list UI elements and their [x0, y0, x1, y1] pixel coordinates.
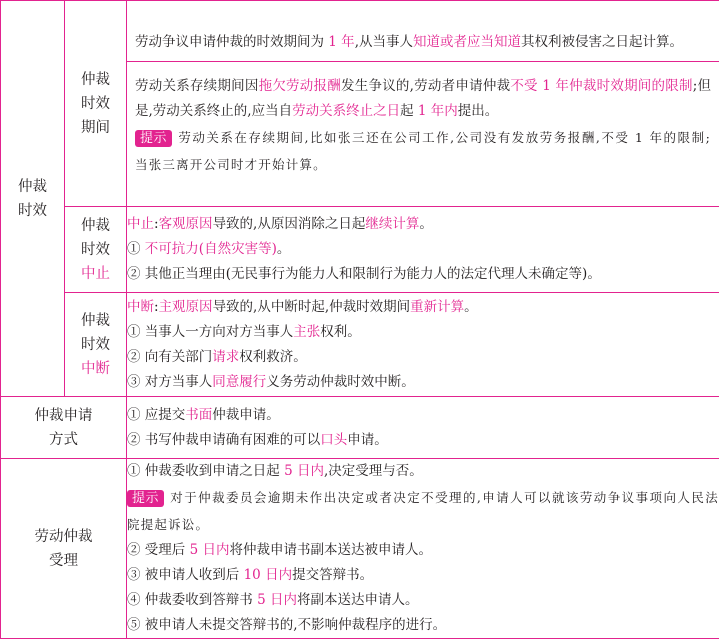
highlight-text: 中止 [127, 216, 154, 232]
text-segment: ,从当事人 [354, 34, 413, 50]
accept-tip [127, 484, 719, 538]
highlight-text: 5 日内 [189, 542, 230, 558]
text-segment: 导致的,从原因消除之日起 [212, 216, 366, 232]
period-tip [135, 124, 711, 178]
sub-label-line: 时效 [81, 241, 110, 258]
highlight-text: 5 日内 [257, 592, 297, 608]
text-segment: ③ 被申请人收到后 [127, 567, 244, 583]
method-line [127, 403, 719, 428]
period-p2 [127, 62, 719, 182]
text-segment: 起 [400, 103, 418, 119]
period-p2-text [135, 74, 711, 124]
highlight-text: 请求 [212, 348, 240, 365]
text-segment: ① [127, 241, 145, 257]
tip-badge: 提示 [127, 490, 164, 507]
text-segment: 义务劳动仲裁时效中断。 [266, 373, 415, 390]
suspend-line [127, 237, 719, 262]
sub-label-interrupt [65, 293, 127, 397]
sub-label-period [65, 1, 127, 207]
text-segment: 。 [276, 241, 291, 257]
tip-badge: 提示 [135, 130, 172, 147]
method-label-line: 仲裁申请 [34, 407, 93, 424]
interrupt-line [127, 370, 719, 395]
suspend-line [127, 262, 719, 287]
accept-line [127, 563, 719, 588]
sub-label-line: 仲裁 [81, 71, 110, 88]
highlight-text: 5 日内 [284, 463, 324, 479]
period-p1-text [135, 34, 683, 50]
highlight-text: 10 日内 [243, 567, 293, 583]
accept-label-line: 受理 [49, 552, 78, 569]
tip-text: 对于仲裁委员会逾期未作出决定或者决定不受理的,申请人可以就该劳动争议事项向人民法院提起诉讼。 [127, 490, 719, 532]
text-segment: ;但是,劳动关系终止的,应当自 [135, 78, 712, 119]
text-segment: 发生争议的,劳动者申请仲裁 [341, 78, 511, 94]
text-segment: : [154, 216, 159, 232]
period-content [127, 1, 719, 207]
highlight-text: 主张 [293, 323, 321, 340]
accept-line [127, 613, 719, 638]
label-method [1, 397, 127, 459]
sub-label-suspend [65, 207, 127, 293]
tip-text: 劳动关系在存续期间,比如张三还在公司工作,公司没有发放劳务报酬,不受 1 年的限制;当张三离开公司时才开始计算。 [135, 130, 711, 172]
text-segment: 劳动争议申请仲裁的时效期间为 [135, 34, 329, 50]
group-label-time-limit [1, 1, 65, 397]
highlight-text: 主观原因 [158, 298, 213, 315]
text-segment: 提交答辩书。 [292, 567, 374, 583]
highlight-text: 口头 [320, 431, 348, 448]
highlight-text: 不可抗力(自然灾害等) [144, 241, 277, 257]
row-interrupt [1, 293, 719, 397]
label-accept [1, 459, 127, 639]
accept-line [127, 588, 719, 613]
highlight-text: 中断 [127, 298, 154, 315]
accept-line [127, 538, 719, 563]
text-segment: ① 仲裁委收到申请之日起 [127, 463, 285, 479]
interrupt-line [127, 345, 719, 370]
highlight-text: 不受 1 年仲裁时效期间的限制 [510, 78, 693, 94]
text-segment: 将副本送达申请人。 [296, 592, 419, 608]
highlight-text: 拖欠劳动报酬 [258, 78, 341, 94]
text-segment: 。 [464, 298, 478, 315]
text-segment: ④ 仲裁委收到答辩书 [127, 592, 258, 608]
row-period [1, 1, 719, 207]
interrupt-line [127, 320, 719, 345]
text-segment: ② 受理后 [127, 542, 190, 558]
text-segment: 其权利被侵害之日起计算。 [520, 34, 683, 50]
suspend-line [127, 212, 719, 237]
text-segment: 权利救济。 [239, 348, 307, 365]
highlight-text: 劳动关系终止之日 [292, 103, 401, 119]
sub-label-line: 时效 [81, 336, 110, 353]
text-segment: 仲裁申请。 [212, 406, 280, 423]
row-suspend [1, 207, 719, 293]
method-line [127, 428, 719, 453]
text-segment: 权利。 [320, 323, 361, 340]
sub-label-line: 仲裁 [81, 312, 110, 329]
text-segment: ⑤ 被申请人未提交答辩书的,不影响仲裁程序的进行。 [127, 617, 447, 633]
sub-label-line: 仲裁 [81, 217, 110, 234]
text-segment: ① 应提交 [127, 406, 186, 423]
method-label-line: 方式 [49, 431, 78, 448]
interrupt-line [127, 295, 719, 320]
text-segment: 将仲裁申请书副本送达被申请人。 [229, 542, 432, 558]
highlight-text: 重新计算 [410, 298, 465, 315]
period-p1 [127, 25, 719, 62]
text-segment: ③ 对方当事人 [127, 373, 213, 390]
text-segment: ② 书写仲裁申请确有困难的可以 [127, 431, 321, 448]
sub-label-line: 时效 [81, 95, 110, 112]
text-segment: 提出。 [457, 103, 499, 119]
highlight-text: 1 年 [328, 34, 355, 50]
sub-label-line: 中断 [81, 360, 110, 377]
highlight-text: 同意履行 [212, 373, 267, 390]
sub-label-line: 中止 [81, 265, 110, 282]
text-segment: ② 向有关部门 [127, 348, 213, 365]
group-label-line: 时效 [18, 202, 47, 219]
text-segment: ,决定受理与否。 [323, 463, 423, 479]
text-segment: 。 [419, 216, 433, 232]
interrupt-content [127, 293, 719, 397]
accept-line [127, 459, 719, 484]
highlight-text: 1 年内 [417, 103, 458, 119]
row-accept [1, 459, 719, 639]
text-segment: 劳动关系存续期间因 [135, 78, 259, 94]
accept-content [127, 459, 719, 639]
highlight-text: 客观原因 [158, 216, 213, 232]
accept-label-line: 劳动仲裁 [34, 528, 93, 545]
highlight-text: 知道或者应当知道 [412, 34, 521, 50]
group-label-line: 仲裁 [18, 178, 47, 195]
row-method [1, 397, 719, 459]
text-segment: ① 当事人一方向对方当事人 [127, 323, 294, 340]
highlight-text: 继续计算 [365, 216, 420, 232]
sub-label-line: 期间 [81, 119, 110, 136]
text-segment: 申请。 [347, 431, 388, 448]
highlight-text: 书面 [185, 406, 213, 423]
text-segment: 导致的,从中断时起,仲裁时效期间 [212, 298, 411, 315]
text-segment: : [154, 298, 159, 315]
suspend-content [127, 207, 719, 293]
text-segment: ② 其他正当理由(无民事行为能力人和限制行为能力人的法定代理人未确定等)。 [127, 266, 601, 282]
method-content [127, 397, 719, 459]
